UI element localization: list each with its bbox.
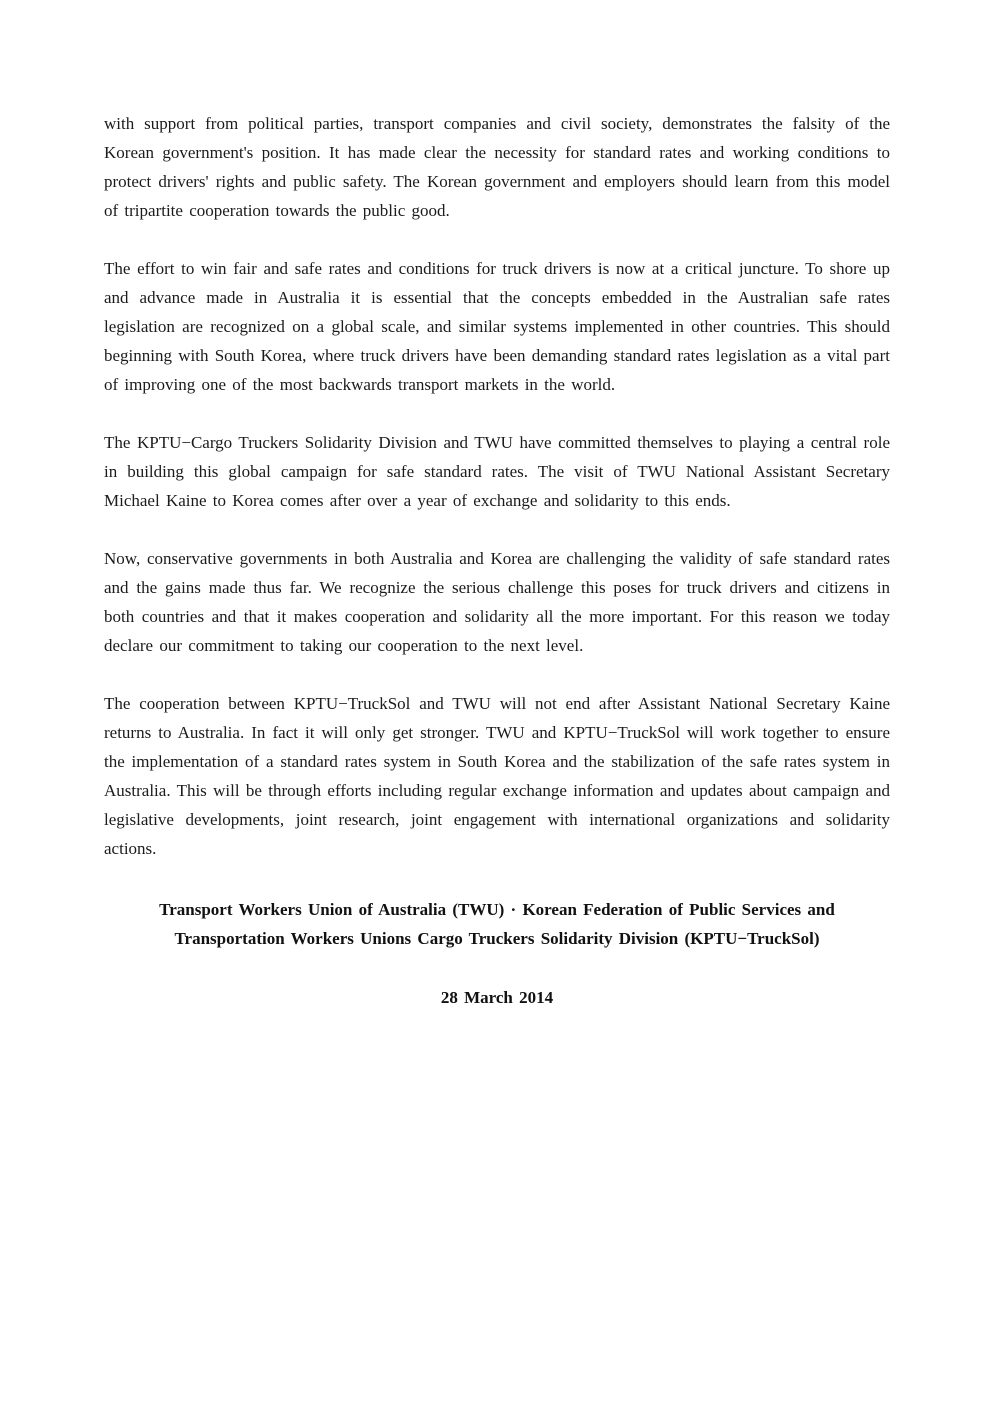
document-content bbox=[104, 109, 890, 1012]
body-paragraph: The effort to win fair and safe rates and conditions for truck drivers is now at a critical juncture. To shore up and advance made in Australia it is essential that the concepts embedded in the Australian safe rates legislation are recognized on a global scale, and similar systems implemented in other countries. This should beginning with South Korea, where truck drivers have been demanding standard rates legislation as a vital part of improving one of the most backwards transport markets in the world. bbox=[104, 259, 890, 394]
document-date: 28 March 2014 bbox=[440, 988, 554, 1007]
body-paragraph: The cooperation between KPTU−TruckSol and TWU will not end after Assistant National Secretary Kaine returns to Australia. In fact it will only get stronger. TWU and KPTU−TruckSol will work together to ensure the implementation of a standard rates system in South Korea and the stabilization of the safe rates system in Australia. This will be through efforts including regular exchange information and updates about campaign and legislative developments, joint research, joint engagement with international organizations and solidarity actions. bbox=[104, 694, 890, 858]
signature-block bbox=[104, 895, 890, 953]
signature-line: Transportation Workers Unions Cargo Truckers Solidarity Division (KPTU−TruckSol) bbox=[174, 929, 820, 948]
body-paragraph: with support from political parties, transport companies and civil society, demonstrates the falsity of the Korean government's position. It has made clear the necessity for standard rates and working conditions to protect drivers' rights and public safety. The Korean government and employers should learn from this model of tripartite cooperation towards the public good. bbox=[104, 114, 890, 220]
body-paragraph: Now, conservative governments in both Australia and Korea are challenging the validity of safe standard rates and the gains made thus far. We recognize the serious challenge this poses for truck drivers and citizens in both countries and that it makes cooperation and solidarity all the more important. For this reason we today declare our commitment to taking our cooperation to the next level. bbox=[104, 549, 890, 655]
signature-line: Transport Workers Union of Australia (TWU) · Korean Federation of Public Services and bbox=[159, 900, 835, 919]
body-paragraph: The KPTU−Cargo Truckers Solidarity Division and TWU have committed themselves to playing a central role in building this global campaign for safe standard rates. The visit of TWU National Assistant Secretary Michael Kaine to Korea comes after over a year of exchange and solidarity to this ends. bbox=[104, 433, 890, 510]
